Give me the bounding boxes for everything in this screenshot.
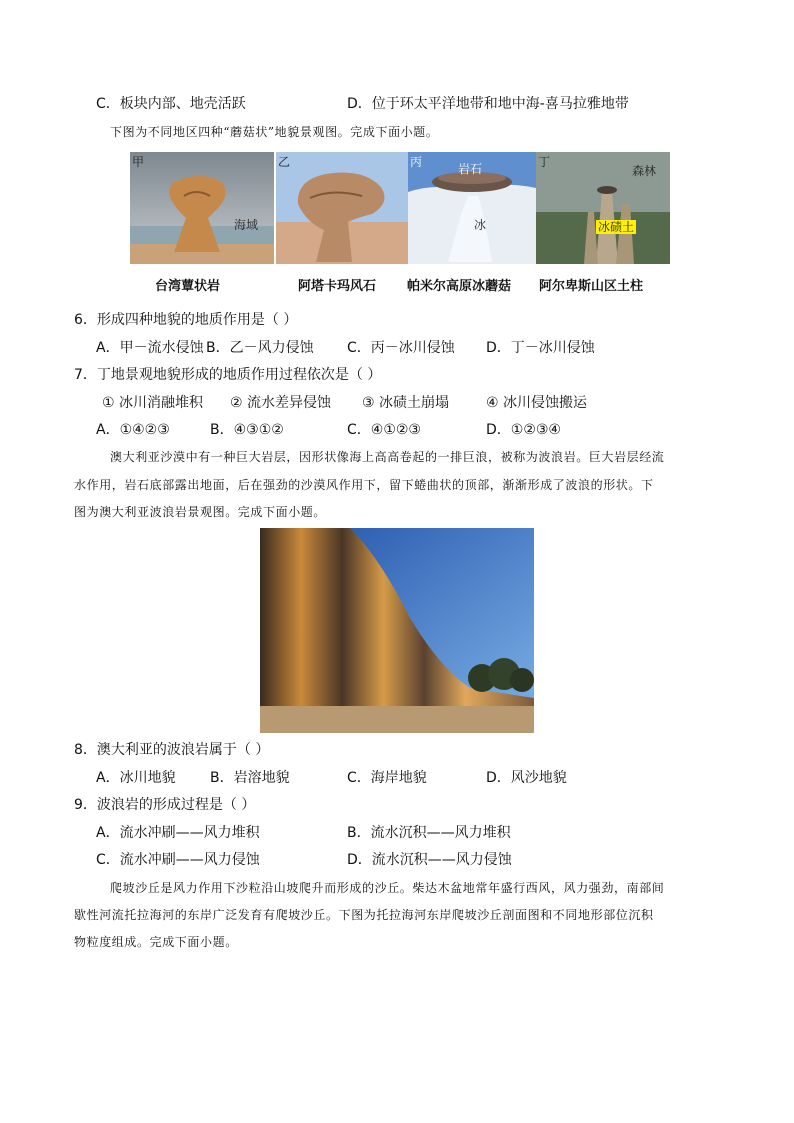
q7-item-1: ① 冰川消融堆积 [102, 395, 204, 411]
photo-ding-label-top: 森林 [632, 164, 657, 178]
q7-stem: 7．丁地景观地貌形成的地质作用过程依次是（ ） [74, 367, 382, 383]
q8-stem: 8．澳大利亚的波浪岩属于（ ） [74, 742, 270, 758]
q9-option-c: C．流水冲刷——风力侵蚀 [96, 852, 260, 868]
photo-yi-corner: 乙 [278, 155, 291, 169]
intro-wave-line-1: 澳大利亚沙漠中有一种巨大岩层，因形状像海上高高卷起的一排巨浪，被称为波浪岩。巨大岩层经流 [110, 450, 665, 464]
q7-item-2: ② 流水差异侵蚀 [230, 395, 332, 411]
caption-yi: 阿塔卡玛风石 [298, 279, 377, 294]
q8-option-a: A．冰川地貌 [96, 770, 176, 786]
option-d-prev: D．位于环太平洋地带和地中海-喜马拉雅地带 [347, 96, 629, 112]
q6-stem: 6．形成四种地貌的地质作用是（ ） [74, 312, 298, 328]
intro-dune-line-3: 物粒度组成。完成下面小题。 [74, 935, 238, 949]
caption-ding: 阿尔卑斯山区土柱 [539, 279, 644, 294]
photo-jia-label: 海域 [234, 218, 259, 232]
q9-option-d: D．流水沉积——风力侵蚀 [347, 852, 512, 868]
q7-option-d: D．①②③④ [486, 422, 561, 438]
intro-dune-line-2: 歇性河流托拉海河的东岸广泛发育有爬坡沙丘。下图为托拉海河东岸爬坡沙丘剖面图和不同地形部位沉积 [74, 908, 654, 922]
q7-option-a: A．①④②③ [96, 422, 170, 438]
q9-option-b: B．流水沉积——风力堆积 [347, 825, 511, 841]
q6-option-c: C．丙－冰川侵蚀 [347, 340, 455, 356]
photo-jia-corner: 甲 [132, 155, 145, 169]
q9-option-a: A．流水冲刷——风力堆积 [96, 825, 260, 841]
photo-bing-corner: 丙 [410, 155, 423, 169]
photo-ding-corner: 丁 [538, 155, 551, 169]
q7-option-c: C．④①②③ [347, 422, 421, 438]
q6-option-b: B．乙－风力侵蚀 [206, 340, 314, 356]
photo-yi [276, 152, 408, 264]
option-c-prev: C．板块内部、地壳活跃 [96, 96, 246, 112]
caption-bing: 帕米尔高原冰蘑菇 [407, 279, 512, 294]
q8-option-d: D．风沙地貌 [486, 770, 567, 786]
photo-yi-image [276, 152, 408, 264]
q6-option-d: D．丁－冰川侵蚀 [486, 340, 595, 356]
q7-item-4: ④ 冰川侵蚀搬运 [486, 395, 588, 411]
wave-rock-image [260, 528, 534, 733]
q6-option-a: A．甲－流水侵蚀 [96, 340, 204, 356]
photo-ding [536, 152, 670, 264]
photo-bing-label-top: 岩石 [458, 162, 483, 176]
photo-bing-label: 冰 [474, 218, 487, 232]
wave-rock-photo [260, 528, 534, 733]
photo-bing [408, 152, 536, 264]
q7-item-3: ③ 冰碛土崩塌 [362, 395, 450, 411]
q7-option-b: B．④③①② [210, 422, 284, 438]
intro-mushroom: 下图为不同地区四种“蘑菇状”地貌景观图。完成下面小题。 [110, 125, 439, 139]
intro-wave-line-3: 图为澳大利亚波浪岩景观图。完成下面小题。 [74, 505, 327, 519]
photo-jia-image [130, 152, 274, 264]
caption-jia: 台湾蕈状岩 [155, 279, 221, 294]
intro-dune-line-1: 爬坡沙丘是风力作用下沙粒沿山坡爬升而形成的沙丘。柴达木盆地常年盛行西风，风力强劲，南部间 [110, 881, 665, 895]
q8-option-b: B．岩溶地貌 [210, 770, 290, 786]
photo-jia [130, 152, 274, 264]
q8-option-c: C．海岸地貌 [347, 770, 427, 786]
intro-wave-line-2: 水作用，岩石底部露出地面，后在强劲的沙漠风作用下，留下蜷曲状的顶部，渐渐形成了波浪的形状。下 [74, 478, 654, 492]
photo-ding-label: 冰碛土 [598, 220, 635, 234]
q9-stem: 9．波浪岩的形成过程是（ ） [74, 797, 256, 813]
